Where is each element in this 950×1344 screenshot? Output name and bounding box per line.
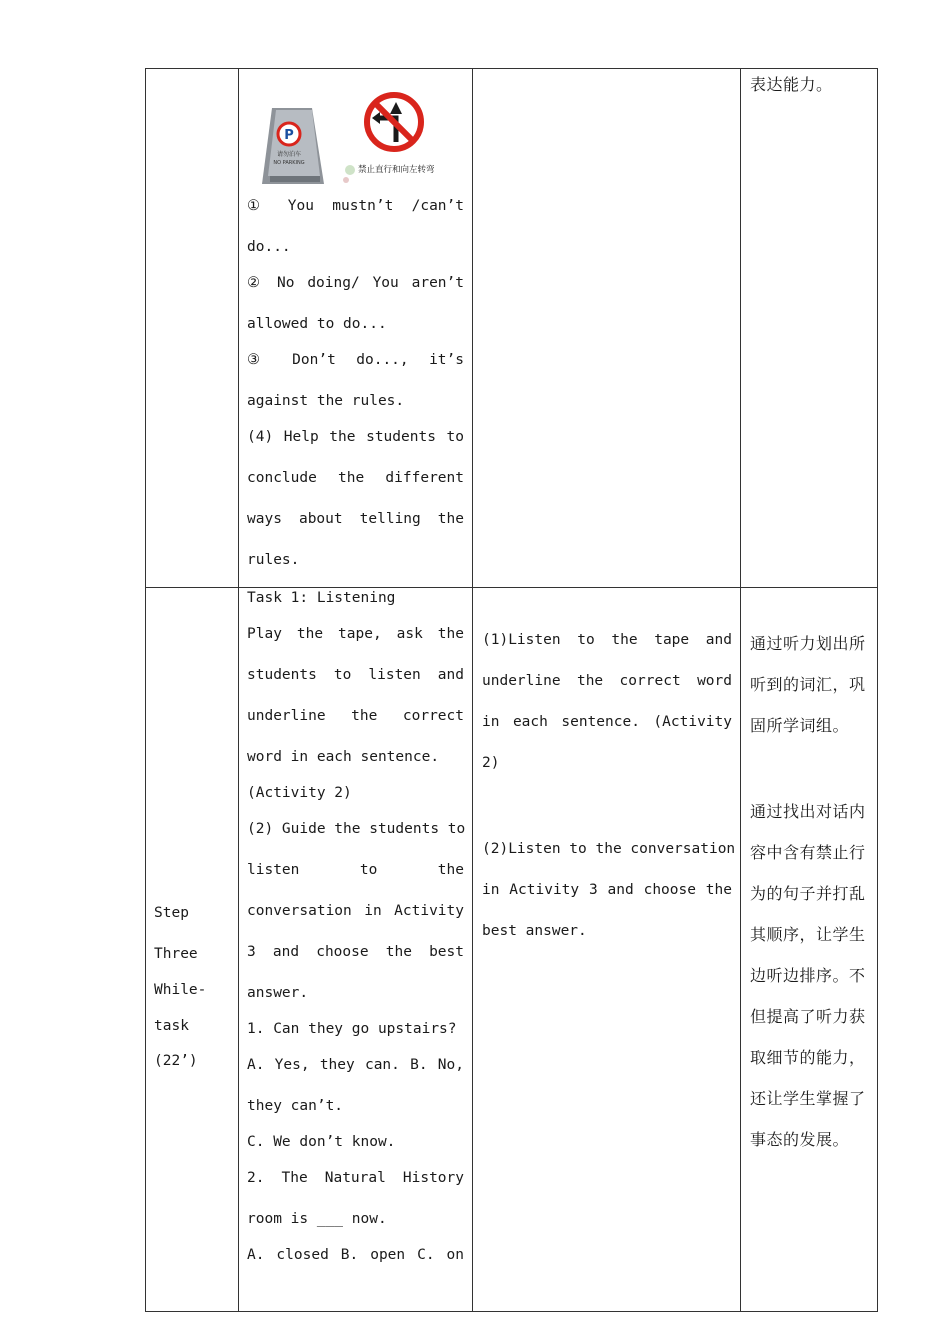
text-line: they can’t.	[247, 1098, 344, 1114]
row2-teacher-activity	[247, 590, 464, 1290]
text-line: 听到的词汇，巩	[750, 675, 866, 694]
text-line: 还让学生掌握了	[750, 1089, 866, 1108]
text-line: students to listen and	[247, 667, 464, 683]
text-line: ① You mustn’t /can’t	[247, 198, 464, 214]
text-line: (1)Listen to the tape and	[482, 632, 732, 648]
column-divider	[740, 69, 741, 1311]
text-line: room is ___ now.	[247, 1211, 387, 1227]
text-line: (22’)	[154, 1053, 198, 1069]
text-line: 1. Can they go upstairs?	[247, 1021, 457, 1037]
row-divider	[146, 587, 877, 588]
text-line: conversation in Activity	[247, 903, 464, 919]
row1-teacher-activity	[247, 190, 464, 580]
text-line: (Activity 2)	[247, 785, 352, 801]
text-line: 3 and choose the best	[247, 944, 464, 960]
text-line: against the rules.	[247, 393, 405, 409]
text-line: ② No doing/ You aren’t	[247, 275, 464, 291]
parking-en-text: NO PARKING	[273, 160, 305, 166]
no-parking-sign-image	[262, 104, 326, 186]
text-line: underline the correct	[247, 708, 464, 724]
text-line: allowed to do...	[247, 316, 387, 332]
text-line: Three	[154, 946, 198, 962]
text-line: ways about telling the	[247, 511, 464, 527]
text-line: Play the tape, ask the	[247, 626, 464, 642]
text-line: 为的句子并打乱	[750, 884, 866, 903]
text-line: Step	[154, 905, 189, 921]
sign-caption: 禁止直行和向左转弯	[358, 165, 435, 175]
text-line: (2) Guide the students to	[247, 821, 466, 837]
text-line: A. closed B. open C. on	[247, 1247, 464, 1263]
parking-cn-text: 请勿泊车	[276, 151, 302, 158]
text-line: in Activity 3 and choose the	[482, 882, 732, 898]
text-line: best answer.	[482, 923, 587, 939]
text-line: rules.	[247, 552, 300, 568]
text-line: 容中含有禁止行	[750, 843, 866, 862]
text-line: 固所学词组。	[750, 716, 850, 735]
text-line: Task 1: Listening	[247, 590, 396, 606]
text-line: 其顺序，让学生	[750, 925, 866, 944]
text-line: listen to the	[247, 862, 464, 878]
text-line: 边听边排序。不	[750, 966, 866, 985]
text-line: 表达能力。	[750, 75, 833, 94]
text-line: 事态的发展。	[750, 1130, 850, 1149]
no-straight-no-left-turn-sign-image	[340, 88, 440, 188]
text-line: (4) Help the students to	[247, 429, 464, 445]
text-line: C. We don’t know.	[247, 1134, 396, 1150]
text-line: 2. The Natural History	[247, 1170, 464, 1186]
row2-student-activity	[482, 632, 736, 952]
text-line: task	[154, 1018, 189, 1034]
text-line: A. Yes, they can. B. No,	[247, 1057, 464, 1073]
text-line: (2)Listen to the conversation	[482, 841, 736, 857]
text-line: 取细节的能力，	[750, 1048, 866, 1067]
text-line: 2)	[482, 755, 500, 771]
text-line: conclude the different	[247, 470, 464, 486]
text-line: 通过找出对话内	[750, 802, 866, 821]
text-line: underline the correct word	[482, 673, 732, 689]
text-line: 通过听力划出所	[750, 634, 866, 653]
text-line: word in each sentence.	[247, 749, 440, 765]
text-line: While-	[154, 982, 207, 998]
column-divider	[472, 69, 473, 1311]
text-line: answer.	[247, 985, 309, 1001]
row2-step	[154, 905, 232, 1085]
row1-purpose	[750, 72, 870, 102]
text-line: in each sentence. (Activity	[482, 714, 732, 730]
text-line: 但提高了听力获	[750, 1007, 866, 1026]
column-divider	[238, 69, 239, 1311]
text-line: ③ Don’t do..., it’s	[247, 352, 464, 368]
row2-purpose	[750, 631, 872, 1171]
text-line: do...	[247, 239, 291, 255]
parking-letter: P	[284, 128, 294, 143]
